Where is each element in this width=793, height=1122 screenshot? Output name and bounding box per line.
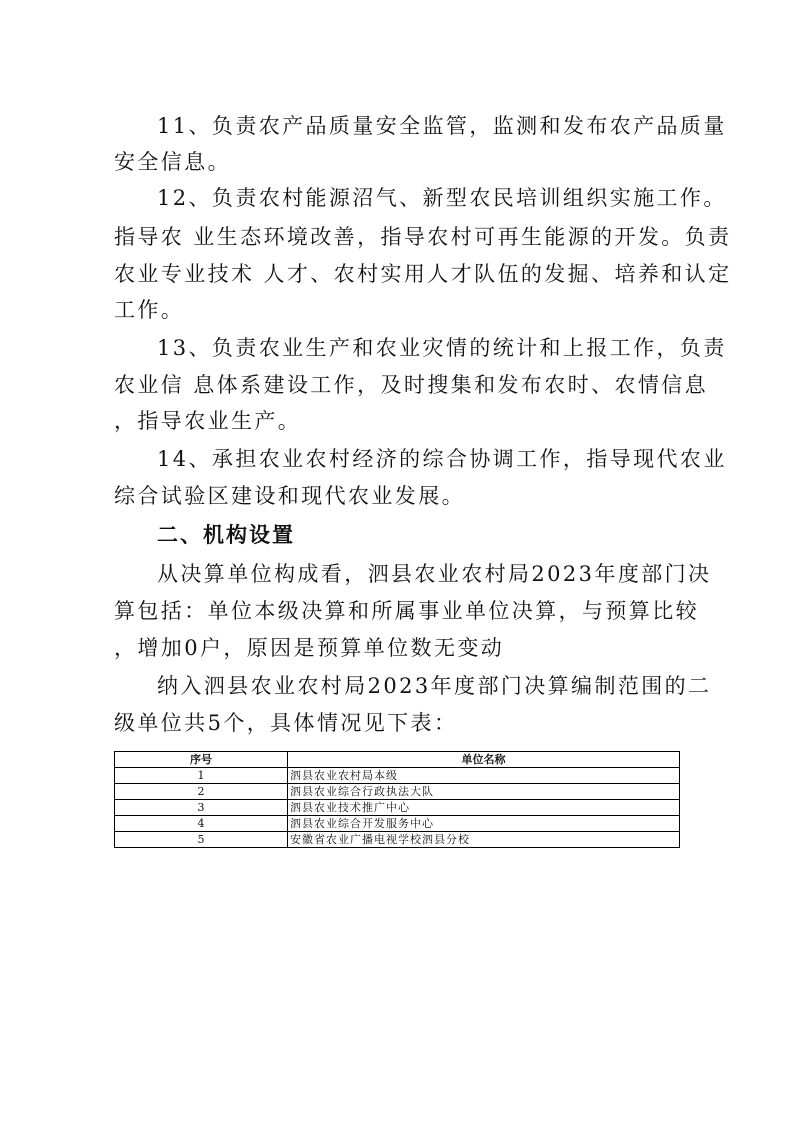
table-row [115,832,680,848]
row-index: 3 [115,800,288,816]
table-row [115,768,680,784]
row-unit-name: 泗县农业综合行政执法大队 [288,784,680,800]
paragraph-14-line-2: 综合试验区建设和现代农业发展。 [114,484,465,508]
paragraph-13-line-3: ，指导农业生产。 [114,409,302,433]
row-index: 1 [115,768,288,784]
row-unit-name: 泗县农业农村局本级 [288,768,680,784]
row-unit-name: 安徽省农业广播电视学校泗县分校 [288,832,680,848]
row-index: 2 [115,784,288,800]
table-header-row [115,752,680,768]
row-index: 5 [115,832,288,848]
header-unit-name: 单位名称 [288,752,680,768]
paragraph-12-line-4: 工作。 [114,298,185,322]
row-index: 4 [115,816,288,832]
paragraph-12-line-2: 指导农 业生态环境改善，指导农村可再生能源的开发。负责 [114,225,732,249]
header-index: 序号 [115,752,288,768]
units-table [114,751,680,848]
table-row [115,784,680,800]
paragraph-13-line-2: 农业信 息体系建设工作，及时搜集和发布农时、农情信息 [114,373,709,397]
row-unit-name: 泗县农业技术推广中心 [288,800,680,816]
org-paragraph-2-line-1: 纳入泗县农业农村局2023年度部门决算编制范围的二 [157,674,712,698]
org-paragraph-1-line-3: ，增加0户，原因是预算单位数无变动 [114,636,505,660]
paragraph-14-line-1: 14、承担农业农村经济的综合协调工作，指导现代农业 [157,447,727,471]
paragraph-13-line-1: 13、负责农业生产和农业灾情的统计和上报工作，负责 [157,336,727,360]
paragraph-11-line-1: 11、负责农产品质量安全监管，监测和发布农产品质量 [157,114,727,138]
paragraph-11-line-2: 安全信息。 [114,150,231,174]
org-paragraph-2-line-2: 级单位共5个，具体情况见下表： [114,711,458,735]
row-unit-name: 泗县农业综合开发服务中心 [288,816,680,832]
org-paragraph-1-line-2: 算包括：单位本级决算和所属事业单位决算，与预算比较 [114,599,699,623]
org-paragraph-1-line-1: 从决算单位构成看，泗县农业农村局2023年度部门决 [157,562,712,586]
section-heading: 二、机构设置 [157,522,295,547]
paragraph-12-line-3: 农业专业技术 人才、农村实用人才队伍的发掘、培养和认定 [114,262,732,286]
table-row [115,816,680,832]
table-row [115,800,680,816]
paragraph-12-line-1: 12、负责农村能源沼气、新型农民培训组织实施工作。 [157,186,727,210]
